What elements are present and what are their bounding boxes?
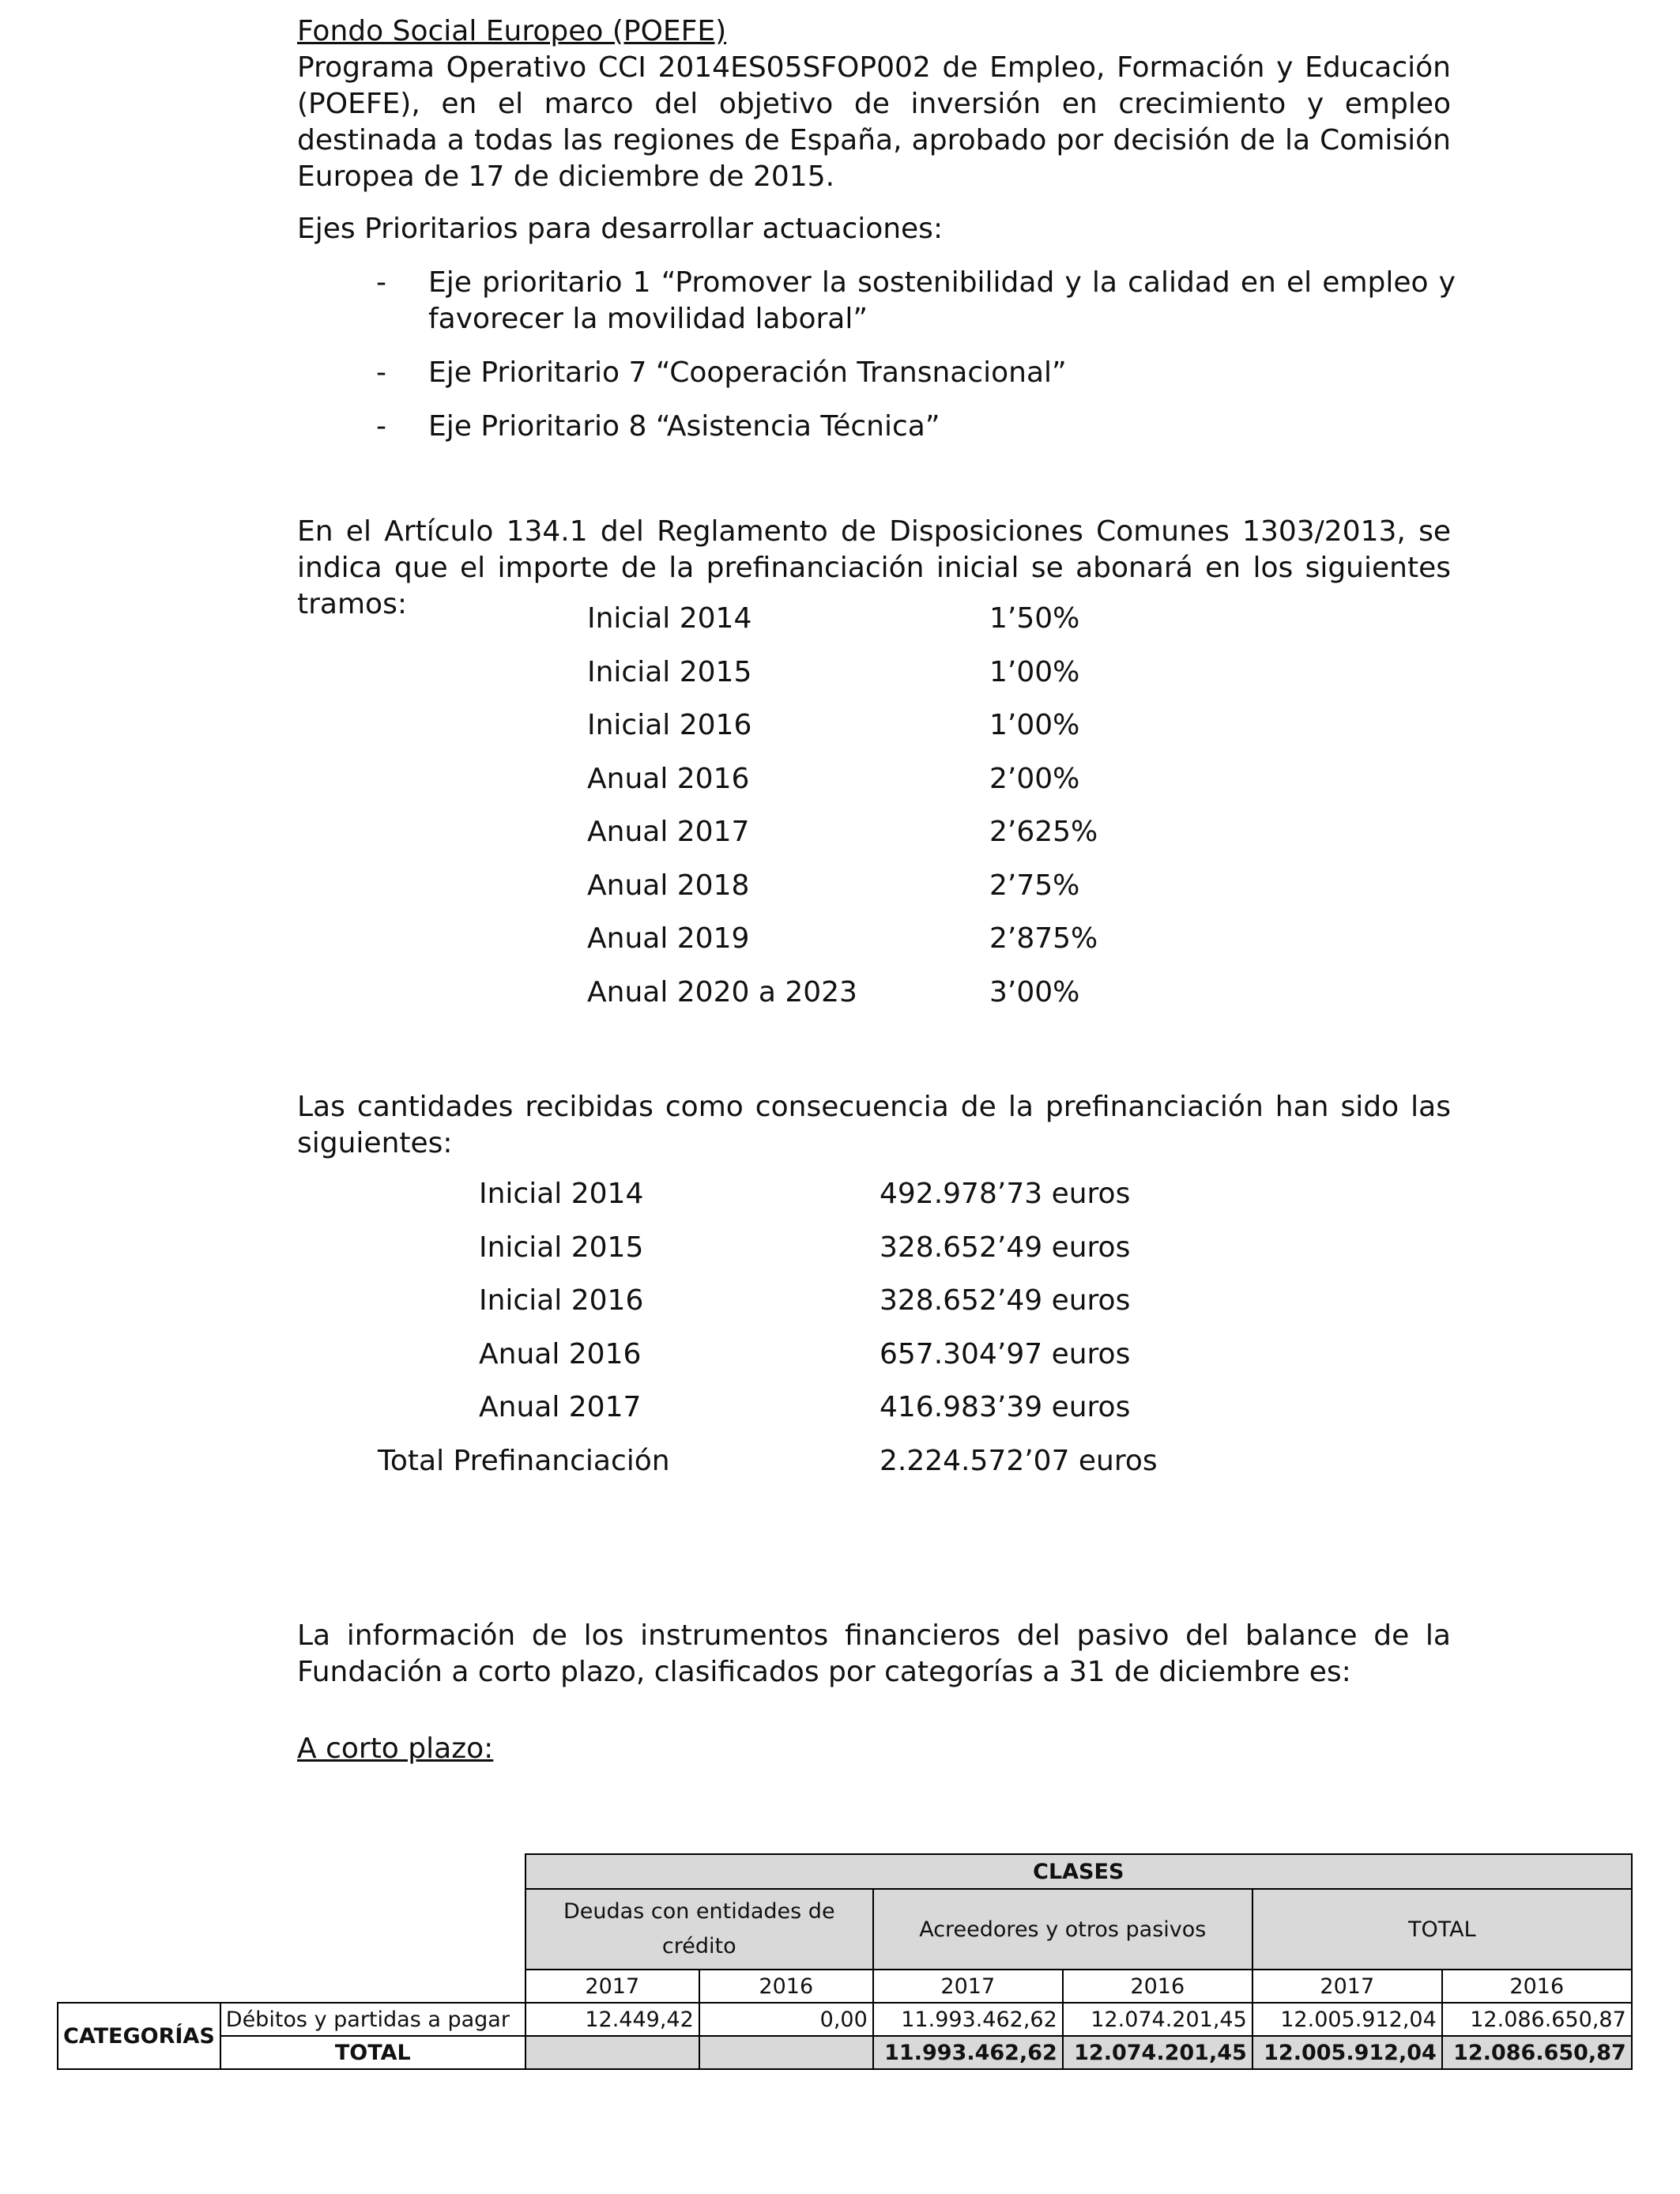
tramo-label: Anual 2019 [587, 922, 750, 955]
tramo-value: 1’00% [989, 709, 1080, 741]
year-header: 2016 [1442, 1970, 1632, 2003]
tramo-label: Anual 2017 [587, 816, 750, 848]
cantidad-label: Anual 2016 [479, 1338, 642, 1370]
tramo-value: 2’75% [989, 869, 1080, 902]
total-prefinanciacion-label: Total Prefinanciación [378, 1445, 670, 1477]
table-cell: 0,00 [699, 2003, 873, 2036]
tramo-label: Inicial 2014 [587, 602, 752, 635]
table-cell: 12.074.201,45 [1063, 2036, 1252, 2069]
tramo-value: 2’875% [989, 922, 1098, 955]
eje-item [376, 409, 1456, 445]
eje-text: Eje prioritario 1 “Promover la sostenibilidad y la calidad en el empleo y favorecer la movilidad laboral” [428, 266, 1456, 335]
categorias-header: CATEGORÍAS [58, 2003, 220, 2069]
intro-paragraph: Programa Operativo CCI 2014ES05SFOP002 de Empleo, Formación y Educación (POEFE), en el marco del objetivo de inversión en crecimiento y empleo destinada a todas las regiones de España, aprobado por decisión de la Comisión Europea de 17 de diciembre de 2015. [297, 51, 1451, 193]
tramo-value: 3’00% [989, 976, 1080, 1008]
section-heading: Fondo Social Europeo (POEFE) [297, 15, 727, 47]
tramo-value: 2’625% [989, 816, 1098, 848]
table-corner [58, 1854, 525, 1889]
group-header: Deudas con entidades de crédito [525, 1889, 873, 1970]
bullet-dash: - [376, 356, 386, 389]
year-header: 2017 [873, 1970, 1063, 2003]
table-cell: 11.993.462,62 [873, 2003, 1063, 2036]
cantidad-value: 416.983’39 euros [880, 1391, 1131, 1423]
cantidad-label: Anual 2017 [479, 1391, 642, 1423]
eje-item [376, 355, 1456, 391]
table-cell: 12.074.201,45 [1063, 2003, 1252, 2036]
eje-text: Eje Prioritario 7 “Cooperación Transnacional” [428, 356, 1067, 389]
tramo-label: Anual 2016 [587, 763, 750, 795]
tramo-label: Anual 2020 a 2023 [587, 976, 857, 1008]
eje-text: Eje Prioritario 8 “Asistencia Técnica” [428, 410, 940, 443]
cantidad-label: Inicial 2015 [479, 1231, 644, 1264]
total-prefinanciacion-value: 2.224.572’07 euros [880, 1445, 1158, 1477]
table-row [58, 2036, 1632, 2069]
bullet-dash: - [376, 410, 386, 443]
year-header: 2016 [699, 1970, 873, 2003]
corto-plazo-heading: A corto plazo: [297, 1732, 494, 1765]
tramo-value: 1’50% [989, 602, 1080, 635]
row-label: TOTAL [220, 2036, 525, 2069]
cantidades-paragraph: Las cantidades recibidas como consecuencia de la prefinanciación han sido las siguientes: [297, 1091, 1451, 1159]
eje-item [376, 265, 1456, 337]
cantidad-label: Inicial 2016 [479, 1284, 644, 1317]
table-cell [699, 2036, 873, 2069]
table-corner [58, 1889, 525, 1970]
table-cell: 11.993.462,62 [873, 2036, 1063, 2069]
tramo-value: 2’00% [989, 763, 1080, 795]
table-cell: 12.449,42 [525, 2003, 699, 2036]
instrumentos-paragraph: La información de los instrumentos financieros del pasivo del balance de la Fundación a corto plazo, clasificados por categorías a 31 de diciembre es: [297, 1619, 1451, 1688]
row-label: Débitos y partidas a pagar [220, 2003, 525, 2036]
ejes-title: Ejes Prioritarios para desarrollar actuaciones: [297, 213, 944, 245]
group-header: TOTAL [1252, 1889, 1632, 1970]
cantidad-value: 328.652’49 euros [880, 1284, 1131, 1317]
tramo-label: Inicial 2016 [587, 709, 752, 741]
table-cell: 12.005.912,04 [1252, 2003, 1442, 2036]
year-header: 2016 [1063, 1970, 1252, 2003]
cantidad-value: 657.304’97 euros [880, 1338, 1131, 1370]
year-header: 2017 [525, 1970, 699, 2003]
tramo-value: 1’00% [989, 656, 1080, 688]
table-row [58, 2003, 1632, 2036]
table-cell: 12.086.650,87 [1442, 2003, 1632, 2036]
clases-header: CLASES [525, 1854, 1632, 1889]
cantidad-label: Inicial 2014 [479, 1178, 644, 1210]
table-cell [525, 2036, 699, 2069]
financial-table [57, 1853, 1633, 2070]
year-header: 2017 [1252, 1970, 1442, 2003]
table-cell: 12.086.650,87 [1442, 2036, 1632, 2069]
group-header: Acreedores y otros pasivos [873, 1889, 1252, 1970]
cantidad-value: 492.978’73 euros [880, 1178, 1131, 1210]
cantidad-value: 328.652’49 euros [880, 1231, 1131, 1264]
table-cell: 12.005.912,04 [1252, 2036, 1442, 2069]
tramo-label: Anual 2018 [587, 869, 750, 902]
bullet-dash: - [376, 266, 386, 299]
articulo-paragraph: En el Artículo 134.1 del Reglamento de Disposiciones Comunes 1303/2013, se indica que el importe de la prefinanciación inicial se abonará en los siguientes tramos: [297, 515, 1451, 620]
tramo-label: Inicial 2015 [587, 656, 752, 688]
table-corner [58, 1970, 525, 2003]
